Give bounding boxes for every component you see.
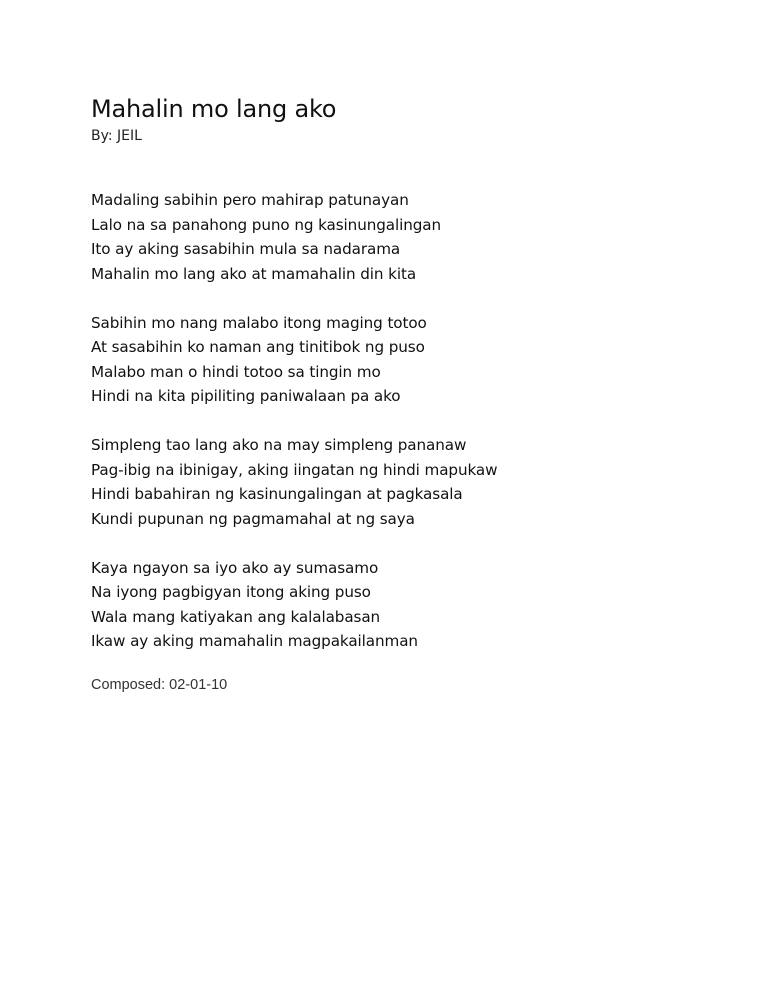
poem-line: Ikaw ay aking mamahalin magpakailanman xyxy=(91,632,418,650)
poem-line: Wala mang katiyakan ang kalalabasan xyxy=(91,607,381,626)
poem-title: Mahalin mo lang ako xyxy=(91,95,337,123)
poem-author: By: JEIL xyxy=(91,128,142,144)
poem-line: At sasabihin ko naman ang tinitibok ng puso xyxy=(91,338,425,356)
poem-line: Sabihin mo nang malabo itong maging totoo xyxy=(91,313,427,332)
poem-line: Madaling sabihin pero mahirap patunayan xyxy=(91,191,409,209)
poem-line: Hindi babahiran ng kasinungalingan at pagkasala xyxy=(91,485,463,503)
poem-line: Kundi pupunan ng pagmamahal at ng saya xyxy=(91,509,415,528)
poem-line: Mahalin mo lang ako at mamahalin din kita xyxy=(91,264,417,283)
stanza-4 xyxy=(91,556,731,654)
poem-line: Na iyong pagbigyan itong aking puso xyxy=(91,583,371,601)
poem-line: Hindi na kita pipiliting paniwalaan pa ako xyxy=(91,387,401,405)
poem-body xyxy=(91,188,731,654)
poem-line: Ito ay aking sasabihin mula sa nadarama xyxy=(91,240,401,258)
stanza-1 xyxy=(91,188,731,286)
poem-line: Lalo na sa panahong puno ng kasinungalingan xyxy=(91,215,442,234)
poem-line: Kaya ngayon sa iyo ako ay sumasamo xyxy=(91,558,379,577)
poem-line: Pag-ibig na ibinigay, aking iingatan ng hindi mapukaw xyxy=(91,460,498,479)
composed-date: Composed: 02-01-10 xyxy=(91,677,228,693)
stanza-2 xyxy=(91,311,731,409)
document-page xyxy=(91,92,731,695)
poem-line: Malabo man o hindi totoo sa tingin mo xyxy=(91,362,381,381)
poem-line: Simpleng tao lang ako na may simpleng pananaw xyxy=(91,436,467,454)
stanza-3 xyxy=(91,433,731,531)
